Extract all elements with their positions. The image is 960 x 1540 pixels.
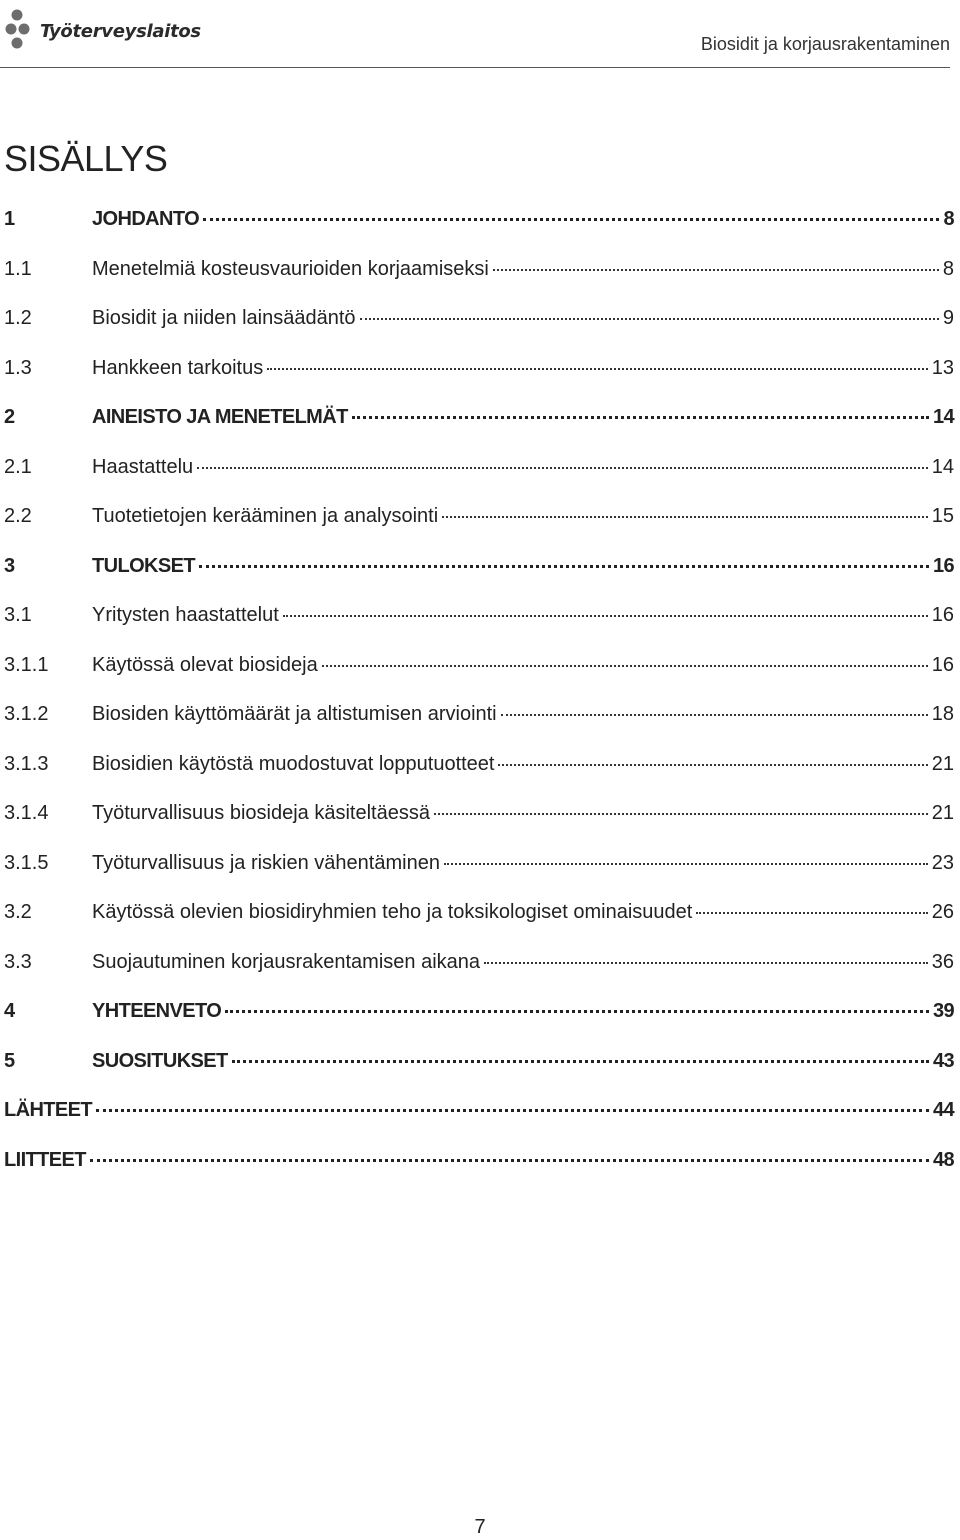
toc-entry-label: Biosidit ja niiden lainsäädäntö: [92, 307, 356, 329]
toc-entry-page: 16: [932, 554, 954, 577]
toc-dot-leader: [444, 862, 928, 865]
toc-dot-leader: [501, 713, 928, 716]
toc-dot-leader: [498, 763, 927, 766]
toc-entry[interactable]: [4, 938, 954, 988]
toc-entry[interactable]: [4, 1037, 954, 1087]
toc-entry-page: 13: [931, 356, 954, 379]
toc-dot-leader: [199, 564, 929, 568]
toc-dot-leader: [225, 1009, 929, 1013]
toc-entry-page: 21: [931, 752, 954, 775]
toc-entry-label: SUOSITUKSET: [92, 1049, 228, 1072]
toc-entry-number: 5: [4, 1049, 15, 1072]
toc-dot-leader: [203, 217, 939, 221]
toc-dot-leader: [434, 812, 928, 815]
page-number: 7: [474, 1516, 486, 1538]
document-title: Biosidit ja korjausrakentaminen: [700, 34, 950, 54]
toc-entry-number: 1.2: [4, 307, 32, 329]
toc-dot-leader: [90, 1158, 929, 1162]
toc-entry-number: 2.1: [4, 455, 32, 478]
toc-entry-page: 8: [943, 208, 954, 230]
toc-entry-label: Käytössä olevien biosidiryhmien teho ja toksikologiset ominaisuudet: [92, 901, 693, 923]
toc-entry-label: Työturvallisuus biosideja käsiteltäessä: [92, 802, 430, 824]
toc-entry-page: 43: [932, 1049, 954, 1072]
toc-entry[interactable]: [4, 245, 954, 295]
toc-dot-leader: [360, 317, 939, 320]
toc-entry[interactable]: [4, 443, 954, 493]
toc-entry-label: AINEISTO JA MENETELMÄT: [92, 406, 348, 428]
toc-entry-page: 48: [932, 1148, 954, 1171]
toc-entry-page: 15: [931, 505, 954, 527]
toc-entry-label: Työturvallisuus ja riskien vähentäminen: [92, 851, 440, 874]
toc-entry-label: Tuotetietojen kerääminen ja analysointi: [92, 505, 439, 527]
toc-entry[interactable]: [4, 294, 954, 344]
logo-mark-icon: [4, 9, 38, 53]
toc-dot-leader: [197, 466, 928, 469]
toc-entry[interactable]: [4, 393, 954, 443]
toc-entry-label: Haastattelu: [92, 455, 194, 478]
page-header: [0, 0, 960, 72]
toc-entry-number: 3.3: [4, 950, 32, 973]
toc-entry[interactable]: [4, 1136, 954, 1186]
toc-entry-label: Menetelmiä kosteusvaurioiden korjaamiseksi: [92, 257, 489, 280]
toc-entry-number: 3.1.2: [4, 703, 49, 725]
toc-entry-number: 3.1.1: [4, 653, 49, 676]
toc-entry-label: Hankkeen tarkoitus: [92, 356, 264, 379]
toc-entry[interactable]: [4, 888, 954, 938]
toc-entry-page: 26: [931, 901, 954, 923]
toc-entry-page: 21: [931, 802, 954, 824]
toc-dot-leader: [484, 961, 928, 964]
toc-entry[interactable]: [4, 195, 954, 245]
toc-entry-page: 36: [931, 950, 954, 973]
toc-entry-number: 1.3: [4, 356, 32, 379]
toc-entry-number: 3.2: [4, 901, 32, 923]
toc-entry-page: 39: [932, 1000, 954, 1022]
toc-entry-page: 16: [931, 604, 954, 626]
toc-entry[interactable]: [4, 492, 954, 542]
toc-entry[interactable]: [4, 344, 954, 394]
toc-dot-leader: [352, 415, 929, 419]
toc-entry[interactable]: [4, 839, 954, 889]
toc-dot-leader: [267, 367, 928, 370]
toc-entry-label: YHTEENVETO: [92, 1000, 222, 1022]
toc-entry[interactable]: [4, 740, 954, 790]
toc-dot-leader: [96, 1108, 929, 1112]
toc-entry-number: 1: [4, 208, 15, 230]
toc-entry-number: 3.1.4: [4, 802, 49, 824]
logo: [4, 6, 201, 56]
toc-dot-leader: [696, 911, 927, 914]
toc-entry-page: 9: [942, 307, 954, 329]
toc-entry-page: 16: [931, 653, 954, 676]
toc-entry-label: Suojautuminen korjausrakentamisen aikana: [92, 950, 481, 973]
toc-entry-label: Yritysten haastattelut: [92, 604, 279, 626]
toc-heading: SISÄLLYS: [4, 138, 168, 179]
toc-entry-number: 3.1.5: [4, 851, 49, 874]
logo-text: Työterveyslaitos: [40, 20, 201, 42]
toc-entry-page: 14: [932, 406, 954, 428]
toc-dot-leader: [283, 614, 928, 617]
toc-dot-leader: [322, 664, 928, 667]
toc-entry-number: 4: [4, 1000, 15, 1022]
toc-entry-label: Käytössä olevat biosideja: [92, 653, 318, 676]
toc-entry[interactable]: [4, 641, 954, 691]
toc-dot-leader: [442, 515, 928, 518]
toc-entry[interactable]: [4, 542, 954, 592]
toc-dot-leader: [493, 268, 939, 271]
toc-entry-page: 23: [931, 851, 954, 874]
toc-entry[interactable]: [4, 1086, 954, 1136]
toc-entry-page: 18: [931, 703, 954, 725]
toc-entry-label: TULOKSET: [92, 554, 195, 577]
header-divider: [0, 67, 950, 68]
toc-entry-page: 8: [942, 257, 954, 280]
toc-entry[interactable]: [4, 591, 954, 641]
toc-entry-label: JOHDANTO: [92, 208, 200, 230]
toc-entry-number: 3.1.3: [4, 752, 49, 775]
toc-entry-number: 2.2: [4, 505, 32, 527]
toc-entry-number: 3.1: [4, 604, 32, 626]
toc-entry-page: 14: [931, 455, 954, 478]
toc-entry-label: Biosidien käytöstä muodostuvat lopputuotteet: [92, 752, 495, 775]
toc-entry[interactable]: [4, 987, 954, 1037]
toc-entry-page: 44: [932, 1099, 954, 1121]
toc-entry-label: LIITTEET: [4, 1148, 86, 1171]
toc-entry-number: 2: [4, 406, 15, 428]
toc-dot-leader: [232, 1059, 929, 1063]
toc-entry-number: 3: [4, 554, 15, 577]
toc-entry[interactable]: [4, 690, 954, 740]
toc-entry[interactable]: [4, 789, 954, 839]
toc-entry-label: LÄHTEET: [4, 1099, 93, 1121]
toc-entry-label: Biosiden käyttömäärät ja altistumisen arviointi: [92, 703, 497, 725]
toc-entry-number: 1.1: [4, 257, 32, 280]
table-of-contents: [4, 195, 954, 1185]
